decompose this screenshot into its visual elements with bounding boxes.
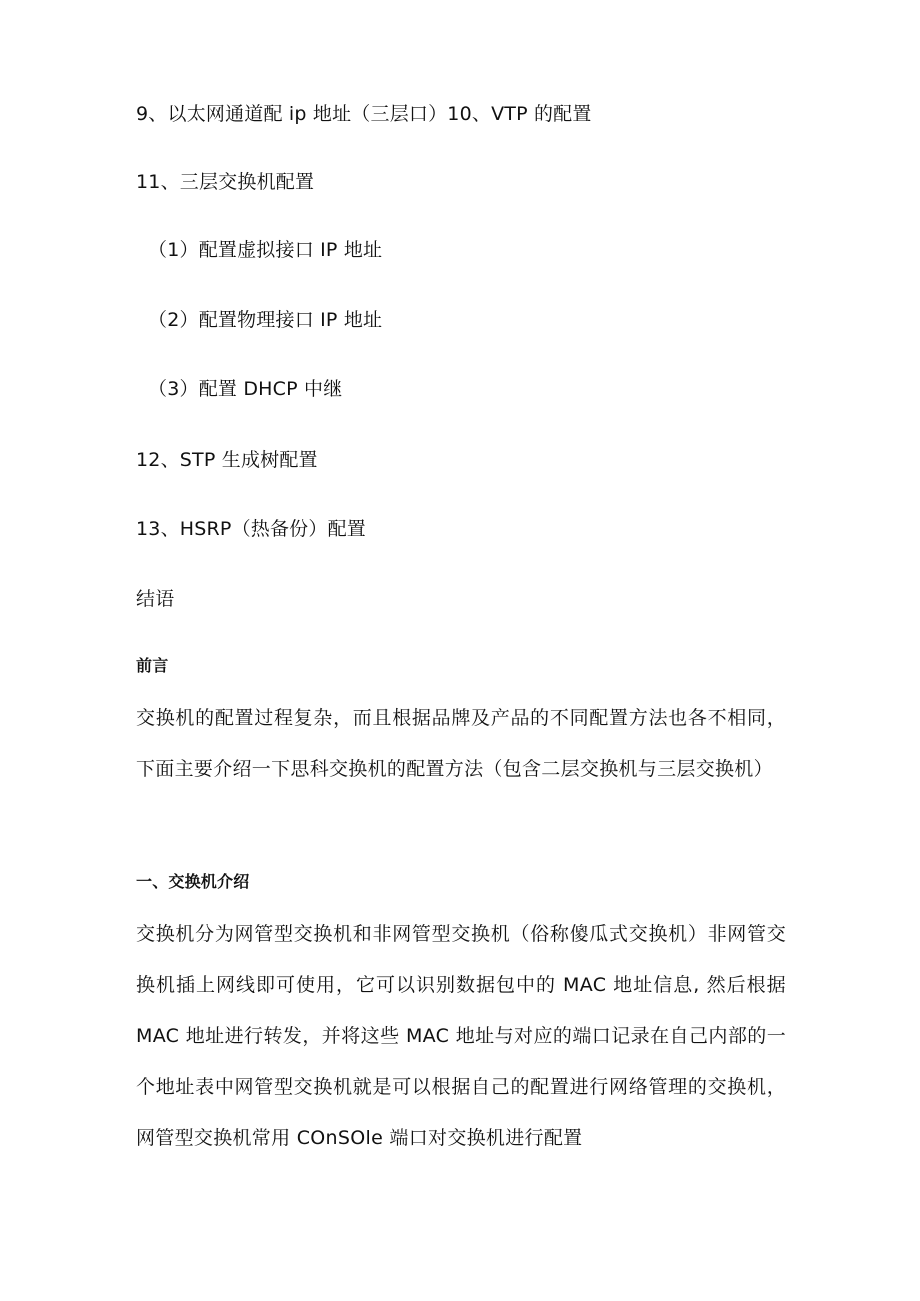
section-1-body: 交换机分为网管型交换机和非网管型交换机（俗称傻瓜式交换机）非网管交换机插上网线即可使用，它可以识别数据包中的 MAC 地址信息, 然后根据 MAC 地址进行转发，并将这些 MAC 地址与对应的端口记录在自己内部的一个地址表中网管型交换机就是可以根据自己的配置进行网络管理的交换机，网管型交换机常用 COnSOle 端口对交换机进行配置 [136, 923, 786, 1149]
toc-item-11-3: （3）配置 DHCP 中继 [148, 378, 343, 400]
toc-item-12: 12、STP 生成树配置 [136, 449, 318, 471]
toc-item-9-10: 9、以太网通道配 ip 地址（三层口）10、VTP 的配置 [136, 103, 592, 125]
preface-heading: 前言 [136, 656, 169, 675]
toc-item-conclusion: 结语 [136, 588, 175, 610]
toc-item-13: 13、HSRP（热备份）配置 [136, 518, 366, 540]
preface-body: 交换机的配置过程复杂，而且根据品牌及产品的不同配置方法也各不相同，下面主要介绍一下思科交换机的配置方法（包含二层交换机与三层交换机） [136, 707, 786, 780]
toc-item-11-2: （2）配置物理接口 IP 地址 [148, 309, 383, 331]
toc-item-11: 11、三层交换机配置 [136, 171, 315, 193]
section-1-heading: 一、交换机介绍 [136, 872, 250, 891]
toc-item-11-1: （1）配置虚拟接口 IP 地址 [148, 239, 383, 261]
